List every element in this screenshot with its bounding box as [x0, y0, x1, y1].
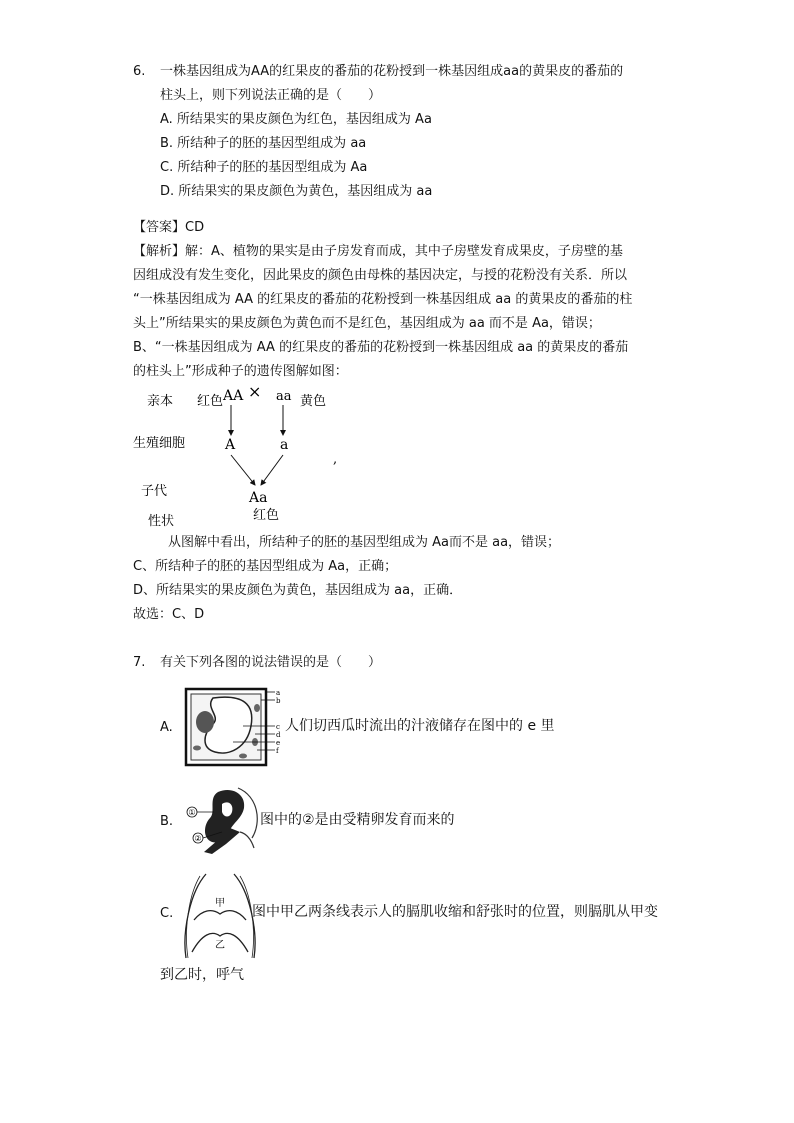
label-parents: 亲本 — [147, 394, 174, 409]
arrow-gamete2-offspring — [261, 455, 283, 485]
q6-option-c: C. 所结种子的胚的基因型组成为 Aa — [160, 160, 368, 175]
q6-analysis-line2: 因组成没有发生变化，因此果皮的颜色由母株的基因决定，与授的花粉没有关系．所以 — [133, 268, 628, 283]
arrow-gamete1-offspring — [231, 455, 255, 485]
q7-option-a-letter: A. — [160, 720, 173, 735]
plant-cell-figure — [183, 686, 283, 768]
q6-option-b: B. 所结种子的胚的基因型组成为 aa — [160, 136, 367, 151]
cell-label-d: d — [276, 731, 281, 739]
seed-label-1: ① — [188, 808, 196, 817]
gamete1: A — [225, 437, 236, 453]
q6-analysis-line5: B、“一株基因组成为 AA 的红果皮的番茄的花粉授到一株基因组成 aa 的黄果皮的番茄 — [133, 340, 629, 355]
q6-after-line1: 从图解中看出，所结种子的胚的基因型组成为 Aa而不是 aa，错误； — [168, 535, 561, 550]
label-gametes: 生殖细胞 — [133, 436, 186, 451]
q7-option-c-text2: 到乙时，呼气 — [160, 967, 244, 983]
q6-after-line4: 故选：C、D — [133, 607, 205, 622]
seed-figure — [182, 782, 262, 858]
q7-option-b-text: 图中的②是由受精卵发育而来的 — [260, 812, 455, 828]
q6-analysis-line1: 【解析】解：A、植物的果实是由子房发育而成，其中子房壁发育成果皮，子房壁的基 — [133, 244, 623, 259]
seed-label-2: ② — [194, 834, 202, 843]
label-trait: 性状 — [148, 514, 175, 529]
parent1-genotype: AA — [223, 388, 244, 404]
q7-option-c-text: 图中甲乙两条线表示人的膈肌收缩和舒张时的位置，则膈肌从甲变 — [252, 904, 658, 920]
gamete2: a — [280, 437, 289, 453]
diaphragm-line-jia — [194, 911, 246, 920]
q6-number: 6. — [133, 64, 146, 79]
q7-option-a-text: 人们切西瓜时流出的汁液储存在图中的 e 里 — [285, 718, 555, 734]
stray-comma: , — [333, 452, 338, 467]
label-offspring: 子代 — [141, 484, 168, 499]
cross-symbol: × — [248, 385, 262, 401]
q6-analysis-line4: 头上”所结果实的果皮颜色为黄色而不是红色，基因组成为 aa 而不是 Aa，错误； — [133, 316, 601, 331]
q7-option-b-letter: B. — [160, 814, 174, 829]
offspring-genotype: Aa — [249, 490, 268, 506]
parent1-color: 红色 — [197, 394, 224, 409]
cell-label-e: e — [276, 739, 281, 747]
thorax-label-jia: 甲 — [215, 898, 225, 909]
offspring-color: 红色 — [253, 508, 280, 523]
q6-analysis-line3: “一株基因组成为 AA 的红果皮的番茄的花粉授到一株基因组成 aa 的黄果皮的番茄的柱 — [133, 292, 633, 307]
q6-stem-line2: 柱头上，则下列说法正确的是（ ） — [160, 88, 382, 103]
q6-option-a: A. 所结果实的果皮颜色为红色，基因组成为 Aa — [160, 112, 432, 127]
q7-option-c-letter: C. — [160, 906, 174, 921]
nucleus-shape — [196, 711, 214, 733]
q6-answer: 【答案】CD — [133, 220, 205, 235]
parent2-genotype: aa — [276, 389, 292, 404]
thorax-label-yi: 乙 — [215, 940, 225, 951]
q6-stem-line1: 一株基因组成为AA的红果皮的番茄的花粉授到一株基因组成aa的黄果皮的番茄的 — [160, 64, 624, 79]
thorax-diaphragm-figure — [180, 872, 260, 964]
q6-analysis-line6: 的柱头上”形成种子的遗传图解如图： — [133, 364, 348, 379]
q7-number: 7. — [133, 655, 146, 670]
cell-label-c: c — [276, 723, 280, 731]
cell-label-a: a — [276, 689, 281, 697]
cell-label-f: f — [276, 747, 279, 755]
cell-label-b: b — [276, 697, 281, 705]
q6-option-d: D. 所结果实的果皮颜色为黄色，基因组成为 aa — [160, 184, 433, 199]
q6-after-line2: C、所结种子的胚的基因型组成为 Aa，正确； — [133, 559, 398, 574]
q7-stem: 有关下列各图的说法错误的是（ ） — [160, 655, 382, 670]
genetic-cross-diagram — [125, 385, 365, 530]
q6-after-line3: D、所结果实的果皮颜色为黄色，基因组成为 aa，正确． — [133, 583, 463, 598]
parent2-color: 黄色 — [300, 394, 327, 409]
